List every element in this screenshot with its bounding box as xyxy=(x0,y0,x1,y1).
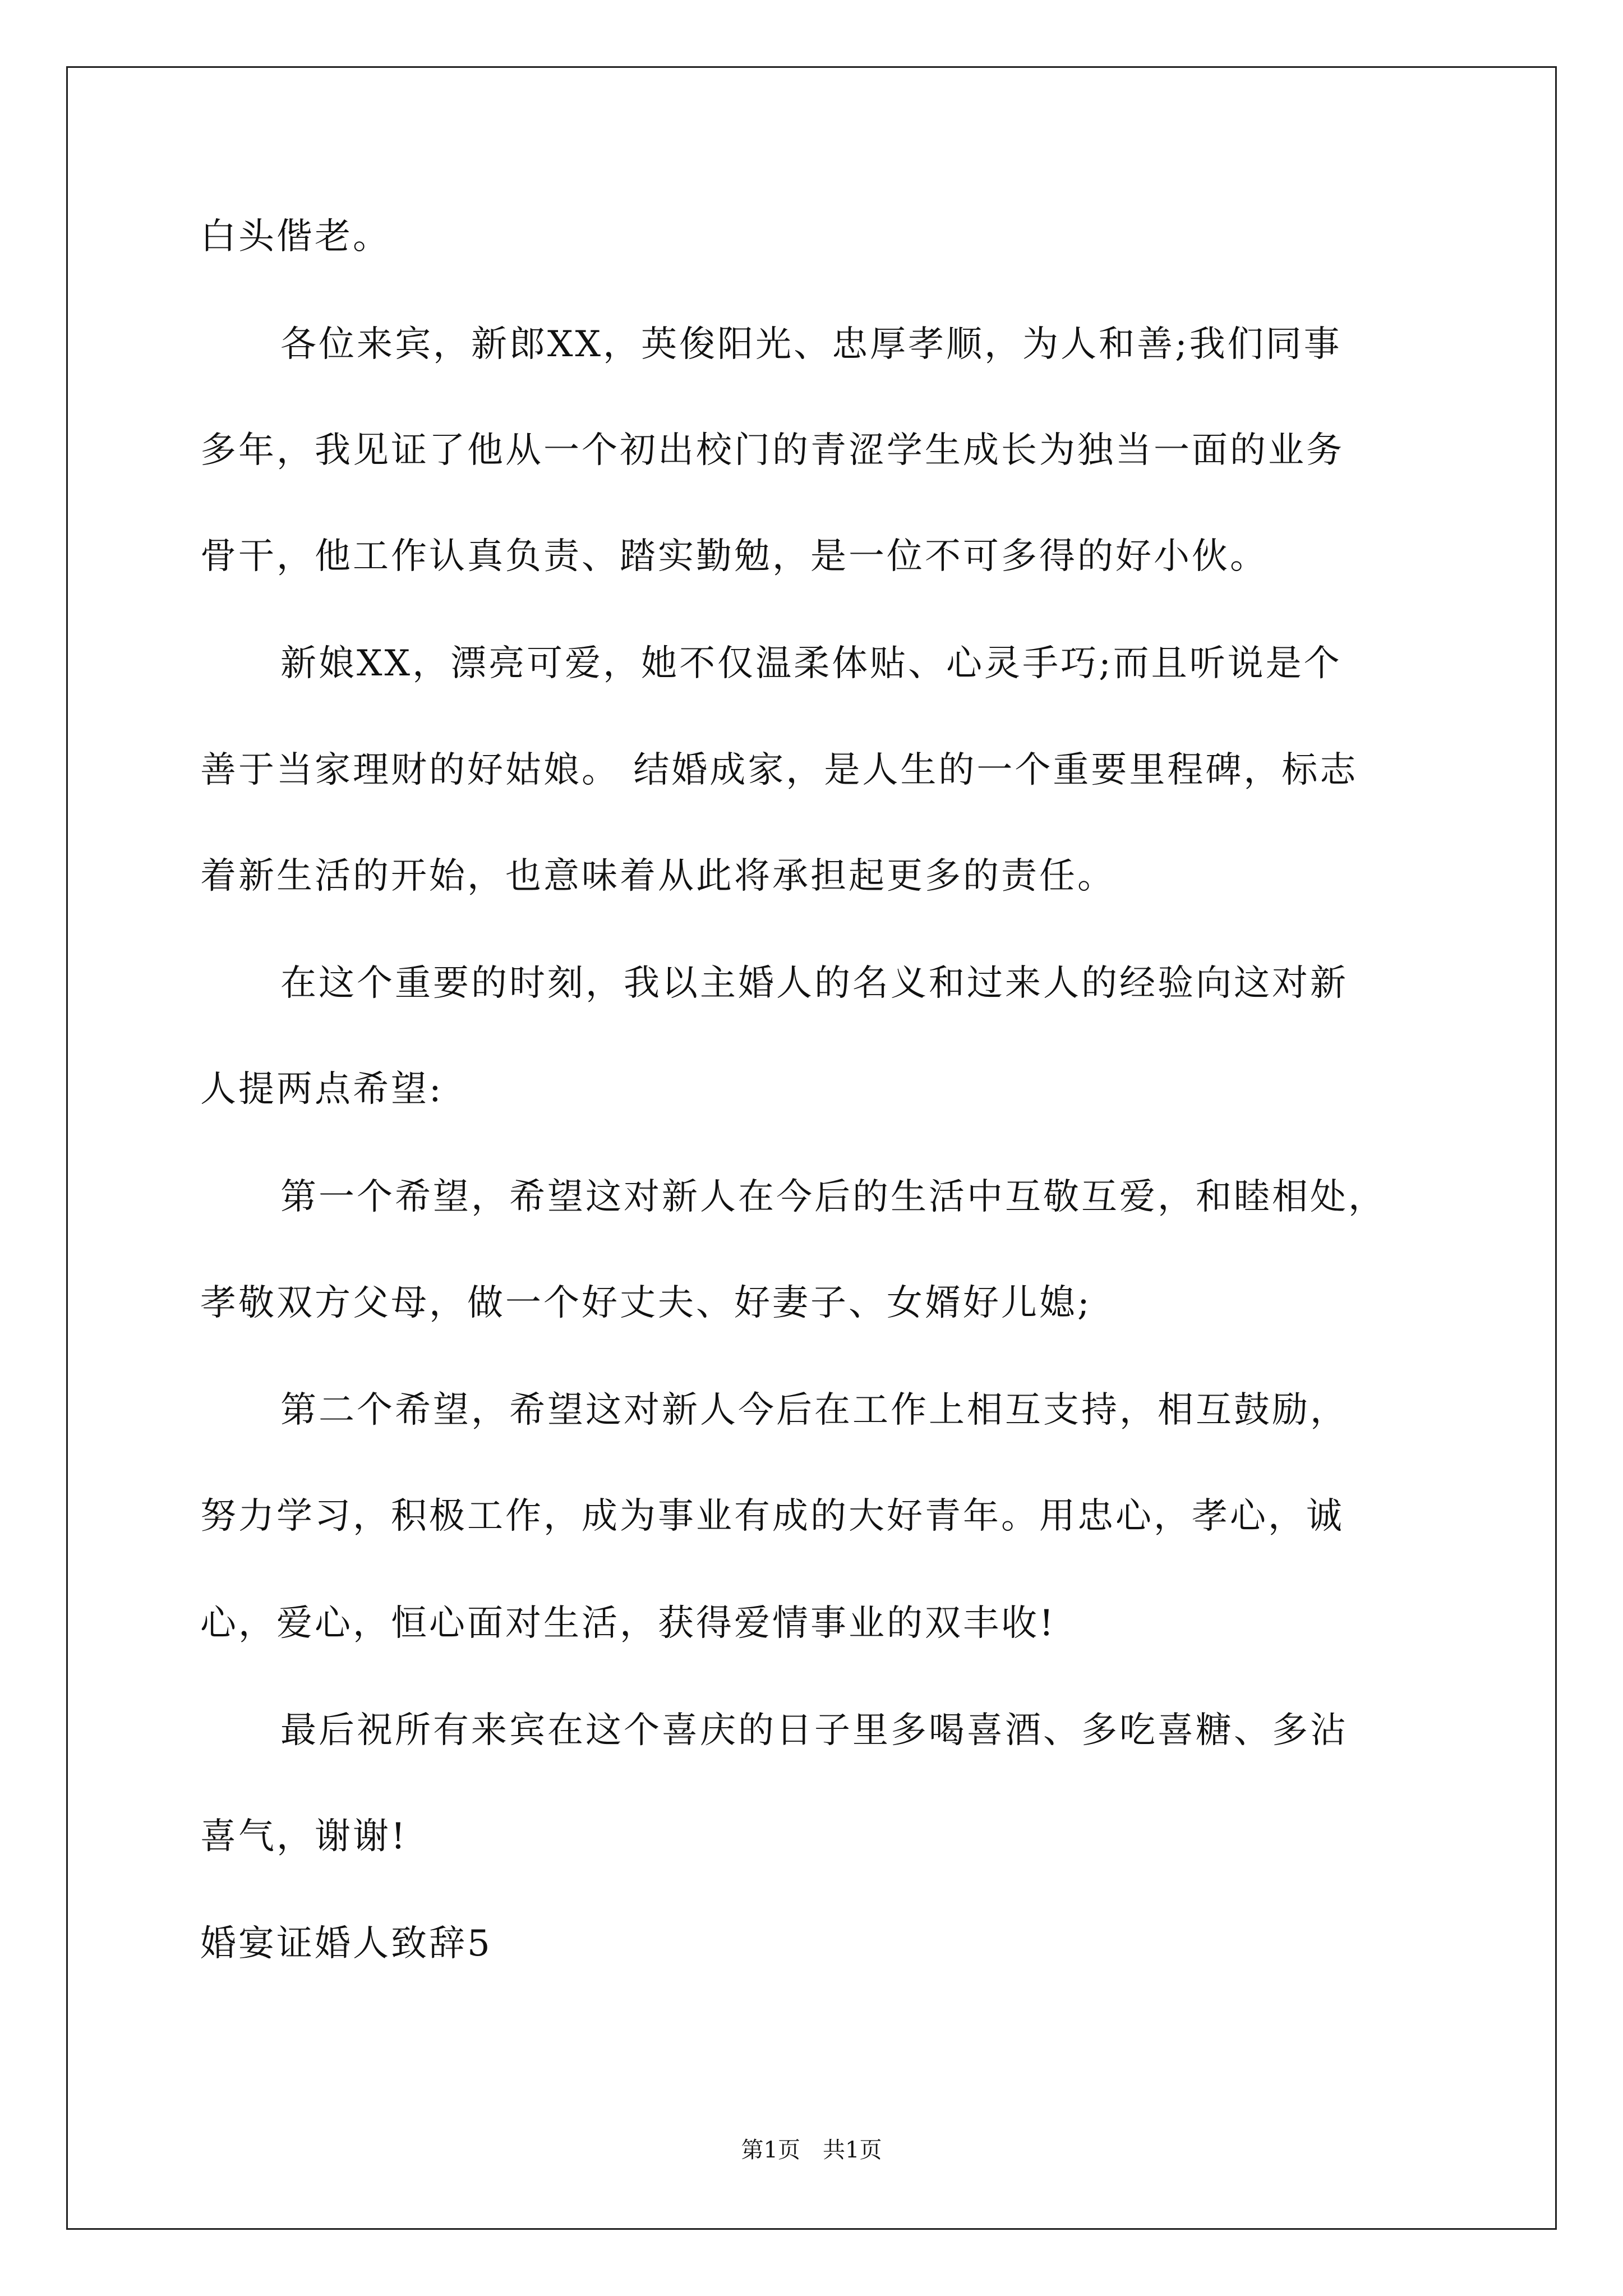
paragraph-line: 孝敬双方父母，做一个好丈夫、好妻子、女婿好儿媳; xyxy=(200,1282,1092,1324)
page-footer xyxy=(0,2136,1623,2164)
paragraph-line: 心，爱心，恒心面对生活，获得爱情事业的双丰收! xyxy=(200,1603,1056,1644)
paragraph-line: 善于当家理财的好姑娘。 结婚成家，是人生的一个重要里程碑，标志 xyxy=(200,749,1358,791)
page-number: 第1页 xyxy=(741,2137,800,2163)
paragraph-line: 着新生活的开始，也意味着从此将承担起更多的责任。 xyxy=(200,855,1115,897)
paragraph-line: 第一个希望，希望这对新人在今后的生活中互敬互爱，和睦相处， xyxy=(280,1176,1386,1218)
paragraph-line: 在这个重要的时刻，我以主婚人的名义和过来人的经验向这对新 xyxy=(280,963,1348,1004)
paragraph-line: 多年，我见证了他从一个初出校门的青涩学生成长为独当一面的业务 xyxy=(200,430,1344,471)
paragraph-line: 白头偕老。 xyxy=(200,216,391,257)
paragraph-line: 最后祝所有来宾在这个喜庆的日子里多喝喜酒、多吃喜糖、多沾 xyxy=(280,1710,1348,1751)
paragraph-line: 努力学习，积极工作，成为事业有成的大好青年。用忠心，孝心，诚 xyxy=(200,1496,1344,1537)
paragraph-line: 喜气，谢谢! xyxy=(200,1816,408,1857)
section-heading: 婚宴证婚人致辞5 xyxy=(200,1923,492,1964)
page-total: 共1页 xyxy=(823,2137,882,2163)
paragraph-line: 各位来宾，新郎XX，英俊阳光、忠厚孝顺，为人和善;我们同事 xyxy=(280,324,1342,365)
paragraph-line: 新娘XX，漂亮可爱，她不仅温柔体贴、心灵手巧;而且听说是个 xyxy=(280,643,1342,684)
paragraph-line: 第二个希望，希望这对新人今后在工作上相互支持，相互鼓励， xyxy=(280,1389,1348,1431)
page-frame xyxy=(66,66,1557,2230)
paragraph-line: 骨干，他工作认真负责、踏实勤勉，是一位不可多得的好小伙。 xyxy=(200,536,1268,577)
paragraph-line: 人提两点希望: xyxy=(200,1069,444,1110)
